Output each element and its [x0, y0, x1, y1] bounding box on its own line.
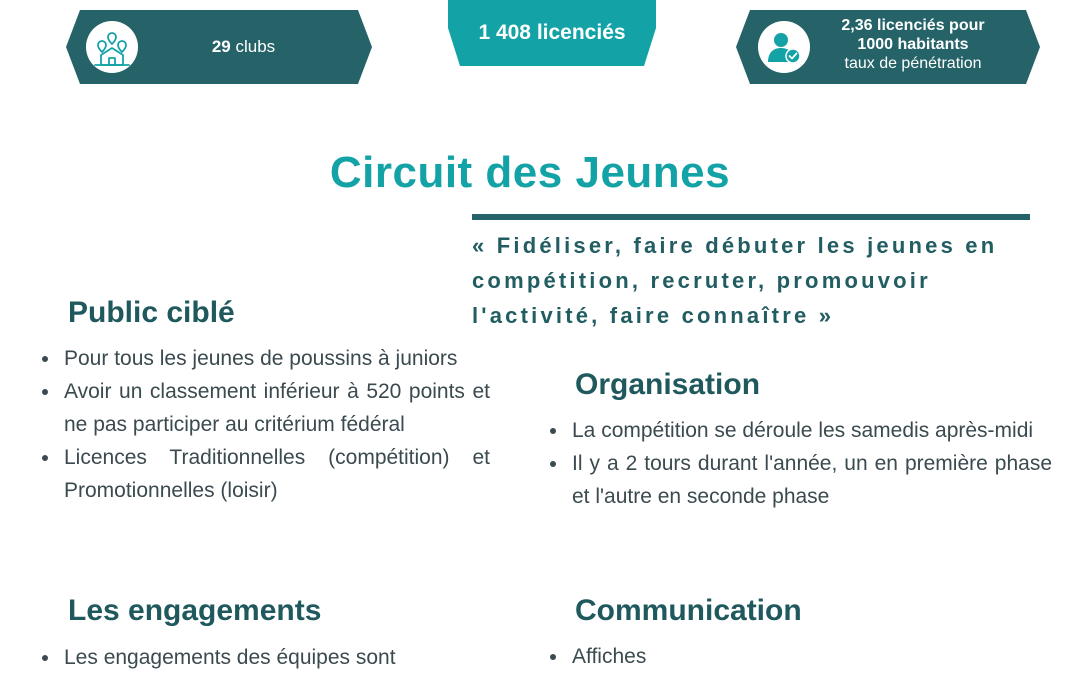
penetration-badge	[736, 10, 1040, 84]
section-title-engagements: Les engagements	[68, 594, 322, 627]
list-item: Il y a 2 tours durant l'année, un en première phase et l'autre en seconde phase	[544, 447, 1052, 513]
user-check-icon	[758, 21, 810, 73]
public-list	[36, 342, 490, 507]
houses-map-icon	[86, 21, 138, 73]
licencies-label: 1 408 licenciés	[478, 21, 626, 44]
penetration-line1: 2,36 licenciés pour	[841, 17, 985, 34]
communication-list	[544, 640, 944, 673]
penetration-line3: taux de pénétration	[844, 55, 982, 72]
section-title-public: Public ciblé	[68, 296, 235, 329]
list-item: Les engagements des équipes sont	[36, 641, 476, 674]
list-item: La compétition se déroule les samedis après-midi	[544, 414, 1052, 447]
penetration-line2: 1000 habitants	[857, 36, 969, 53]
page-title: Circuit des Jeunes	[329, 148, 731, 197]
organisation-list	[544, 414, 1052, 513]
engagements-list	[36, 641, 476, 674]
section-title-organisation: Organisation	[575, 368, 761, 401]
clubs-label	[176, 10, 311, 84]
penetration-text	[818, 16, 1008, 73]
section-title-communication: Communication	[575, 594, 802, 627]
clubs-badge	[66, 10, 372, 84]
quote-divider	[472, 214, 1030, 220]
clubs-unit: clubs	[235, 37, 276, 56]
list-item: Avoir un classement inférieur à 520 points et ne pas participer au critérium fédéral	[36, 375, 490, 441]
list-item: Pour tous les jeunes de poussins à juniors	[36, 342, 490, 375]
list-item: Affiches	[544, 640, 944, 673]
licencies-badge	[448, 0, 656, 66]
quote-text: « Fidéliser, faire débuter les jeunes en compétition, recruter, promouvoir l'activité, faire connaître »	[472, 233, 998, 328]
clubs-count: 29	[211, 37, 231, 56]
list-item: Licences Traditionnelles (compétition) et Promotionnelles (loisir)	[36, 441, 490, 507]
